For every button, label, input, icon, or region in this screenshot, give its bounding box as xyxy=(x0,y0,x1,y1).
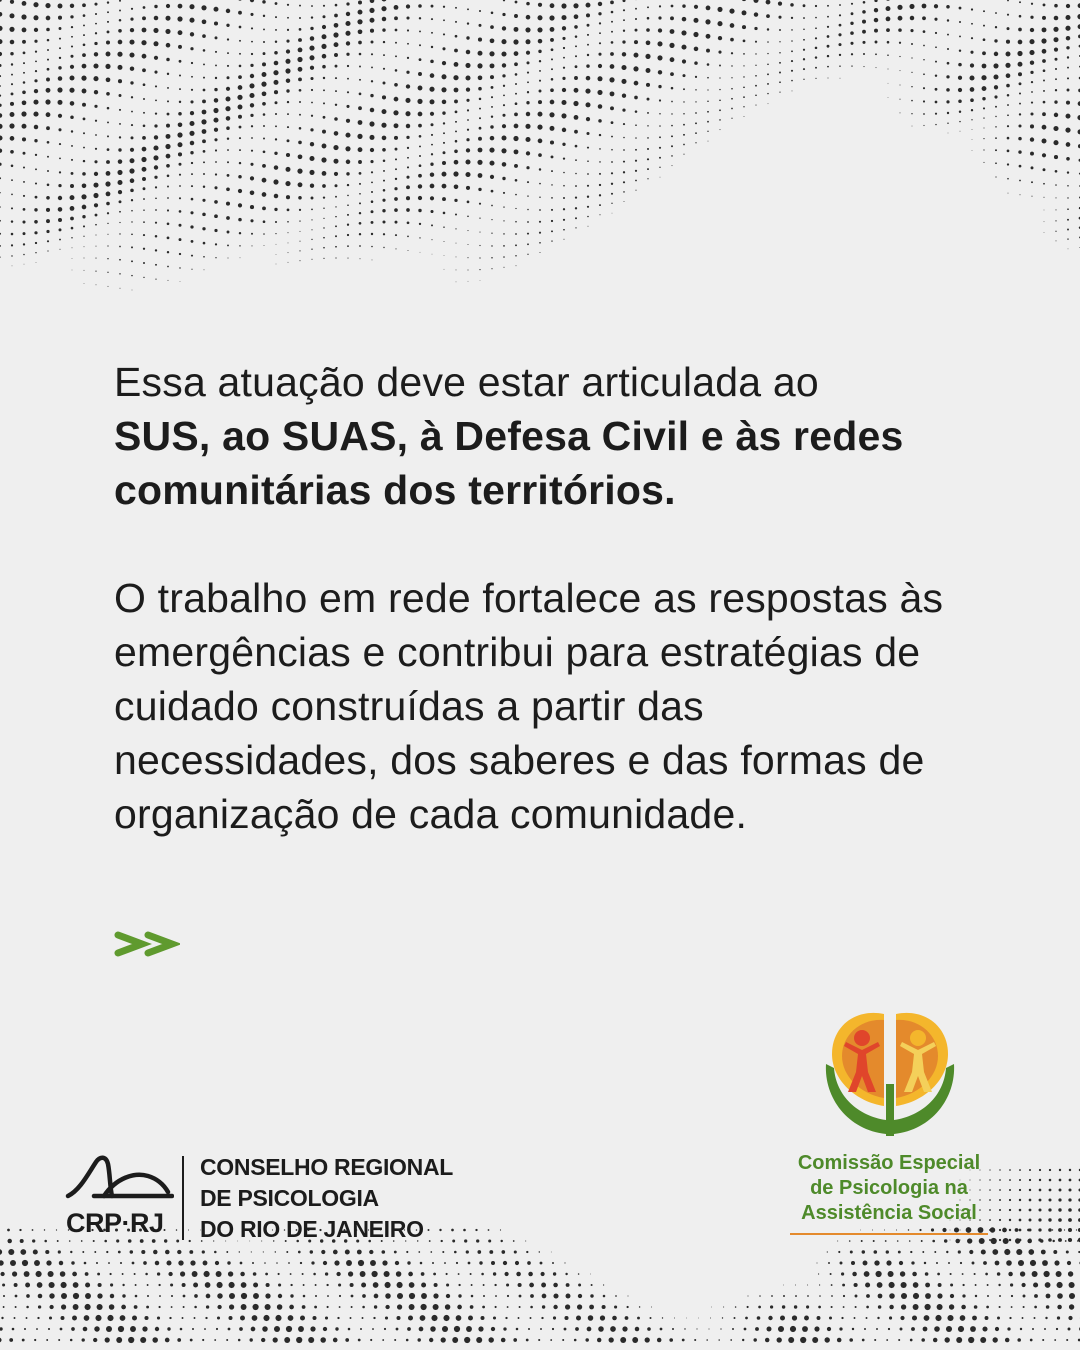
commission-emblem-icon xyxy=(818,1006,962,1142)
crp-name-line-3: DO RIO DE JANEIRO xyxy=(200,1216,424,1242)
commission-name-line-3: Assistência Social xyxy=(801,1202,977,1224)
paragraph-network-work: O trabalho em rede fortalece as respostas às emergências e contribui para estratégias de cuidado construídas a partir das necessidades, dos saberes e das formas de organização de cada comunidade. xyxy=(114,575,944,837)
paragraph-articulation xyxy=(114,355,964,517)
commission-name xyxy=(780,1151,998,1226)
commission-name-line-2: de Psicologia na xyxy=(810,1177,968,1199)
commission-name-line-1: Comissão Especial xyxy=(797,1152,981,1174)
main-text xyxy=(114,355,964,841)
sugarloaf-mountain-icon xyxy=(64,1152,174,1202)
crp-name-line-2: DE PSICOLOGIA xyxy=(200,1185,379,1211)
paragraph-articulation-highlight: SUS, ao SUAS, à Defesa Civil e às redes comunitárias dos territórios. xyxy=(114,413,904,513)
crp-rj-logo xyxy=(64,1152,174,1242)
crp-rj-abbreviation: CRP·RJ xyxy=(66,1208,164,1238)
paragraph-articulation-intro: Essa atuação deve estar articulada ao xyxy=(114,359,819,405)
crp-name-line-1: CONSELHO REGIONAL xyxy=(200,1154,454,1180)
commission-underline xyxy=(790,1233,988,1235)
logo-divider xyxy=(182,1156,184,1240)
double-chevron-right-icon xyxy=(114,930,180,958)
crp-rj-full-name xyxy=(200,1152,453,1245)
